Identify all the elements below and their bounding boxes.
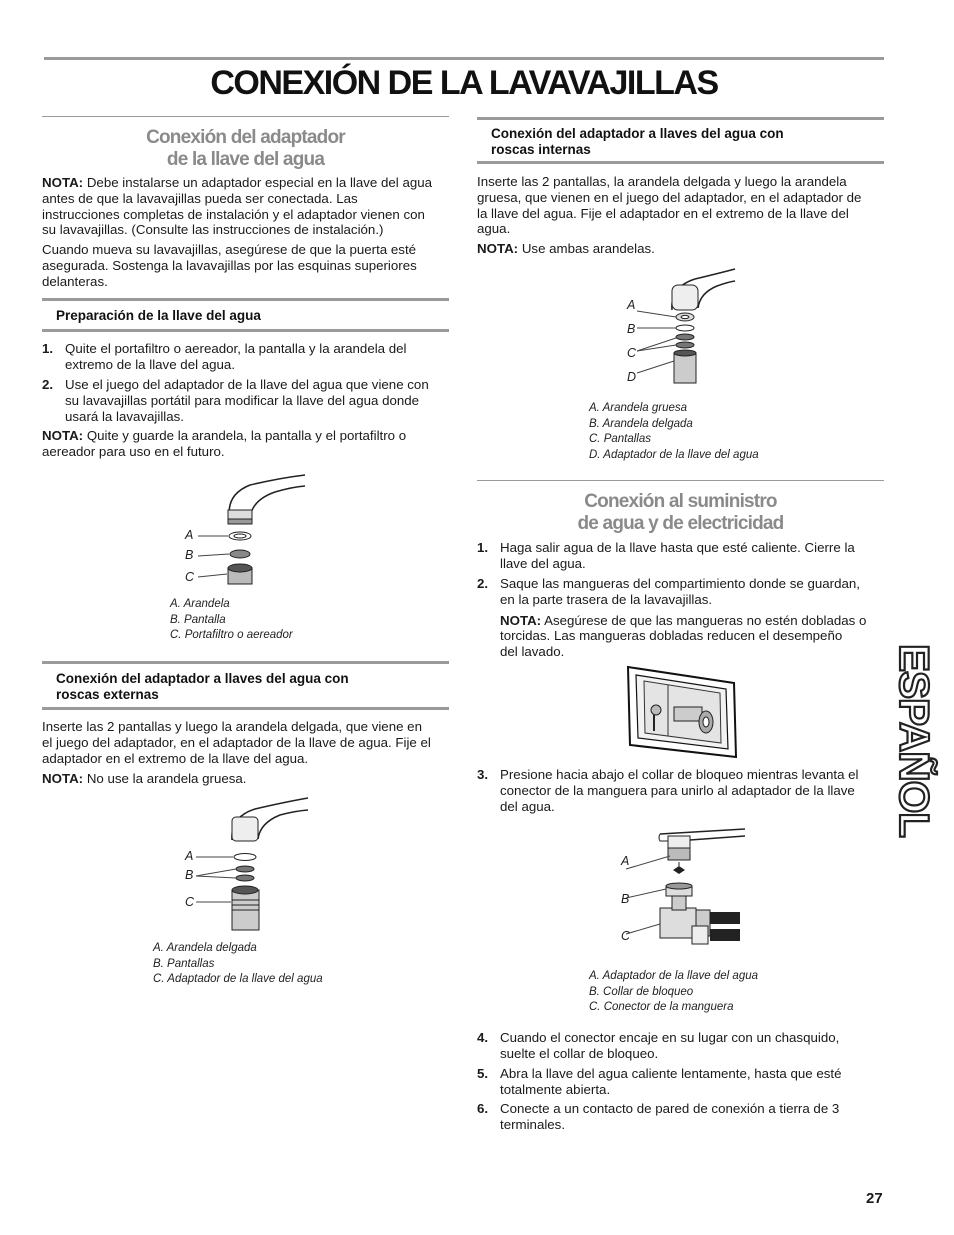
figure-label: C <box>185 570 195 584</box>
figure-label: A <box>627 298 636 312</box>
figure-caption <box>153 941 323 988</box>
figure-label: C <box>627 346 637 360</box>
caption-line: A. Arandela gruesa <box>589 402 688 414</box>
subsection-rule <box>42 298 449 301</box>
caption-line: C. Pantallas <box>589 433 652 445</box>
caption-line: B. Arandela delgada <box>589 417 693 430</box>
text-line: torcidas. Las mangueras dobladas reducen el desempeño <box>500 628 843 644</box>
text-line: conector de la manguera para unirlo al adaptador de la llave <box>500 782 855 798</box>
figure-label: B <box>627 322 636 336</box>
heading-line: roscas internas <box>491 142 591 157</box>
subsection-rule <box>42 707 449 710</box>
section-heading-adapter <box>42 127 449 171</box>
note-paragraph <box>42 175 452 238</box>
text-line: en la parte trasera de la lavavajillas. <box>500 591 713 607</box>
text-line: terminales. <box>500 1116 566 1132</box>
list-number: 1. <box>477 540 489 555</box>
subsection-rule <box>42 661 449 664</box>
caption-line: A. Arandela <box>170 598 230 610</box>
internal-adapter-illustration <box>620 265 750 390</box>
right-section-rule <box>477 480 884 481</box>
external-adapter-illustration <box>180 795 320 935</box>
text-line: Quite y guarde la arandela, la pantalla y el portafiltro o <box>83 428 407 443</box>
prep-heading: Preparación de la llave del agua <box>56 308 261 323</box>
section-heading-line: de agua y de electricidad <box>577 513 784 534</box>
section-heading-line: Conexión del adaptador <box>146 127 345 148</box>
figure-label: B <box>621 892 630 906</box>
text-line: antes de que la lavavajillas pueda ser conectada. Las <box>42 190 358 206</box>
text-line: agua. <box>477 221 511 237</box>
note-label: NOTA: <box>42 771 84 786</box>
note-label: NOTA: <box>500 612 542 628</box>
left-section-rule <box>42 116 449 117</box>
text-line: usará la lavavajillas. <box>65 408 184 424</box>
language-side-tab <box>892 640 942 840</box>
subsection-rule <box>477 117 884 120</box>
caption-line: C. Portafiltro o aereador <box>170 629 293 641</box>
figure-caption <box>589 969 758 1016</box>
faucet-aerator-illustration <box>180 470 320 590</box>
text-line: Haga salir agua de la llave hasta que esté caliente. Cierre la <box>500 540 855 555</box>
section-heading-line: de la llave del agua <box>166 149 325 170</box>
section-heading-supply <box>477 491 884 535</box>
internal-threads-heading <box>491 126 784 158</box>
caption-line: B. Collar de bloqueo <box>589 985 694 998</box>
text-line: delanteras. <box>42 273 108 289</box>
subsection-rule <box>477 161 884 164</box>
list-number: 1. <box>42 341 54 356</box>
figure-label: A <box>185 528 194 542</box>
caption-line: D. Adaptador de la llave del agua <box>589 448 759 461</box>
text-line: asegurada. Sostenga la lavavajillas por las esquinas superiores <box>42 257 417 273</box>
text-line: Quite el portafiltro o aereador, la pantalla y la arandela del <box>65 341 407 356</box>
list-number: 2. <box>477 576 489 591</box>
hose-compartment-illustration <box>624 665 739 760</box>
text-line: gruesa, que vienen en el juego del adaptador, en el adaptador de <box>477 189 862 205</box>
text-line: del lavado. <box>500 644 565 660</box>
text-line: Cuando el conector encaje en su lugar con un chasquido, <box>500 1030 840 1045</box>
text-line: Use ambas arandelas. <box>518 241 655 256</box>
text-line: del agua. <box>500 798 555 814</box>
side-tab-text: ESPAÑOL <box>891 644 938 837</box>
heading-line: Conexión del adaptador a llaves del agua con <box>491 126 784 141</box>
caption-line: B. Pantallas <box>153 957 215 970</box>
text-line: aereador para uso en el futuro. <box>42 443 225 459</box>
note-label: NOTA: <box>477 241 519 256</box>
text-line: Use el juego del adaptador de la llave del agua que viene con <box>65 377 429 392</box>
text-line: Debe instalarse un adaptador especial en la llave del agua <box>83 175 433 190</box>
figure-label: A <box>185 849 194 863</box>
note-paragraph <box>477 241 887 257</box>
figure-label: C <box>621 929 631 943</box>
text-line: su lavavajillas portátil para modificar la llave del agua donde <box>65 392 420 408</box>
text-line: instrucciones completas de instalación y el adaptador vienen con <box>42 206 425 222</box>
note-paragraph <box>42 428 452 460</box>
caption-line: B. Pantalla <box>170 613 226 626</box>
list-number: 4. <box>477 1030 489 1045</box>
note-label: NOTA: <box>42 428 84 443</box>
text-line: el juego del adaptador, en el adaptador de la llave de agua. Fije el <box>42 734 431 750</box>
caption-line: A. Adaptador de la llave del agua <box>589 970 759 982</box>
internal-threads-paragraph <box>477 174 887 237</box>
external-threads-heading <box>56 671 349 703</box>
text-line: extremo de la llave del agua. <box>65 356 236 372</box>
text-line: Inserte las 2 pantallas, la arandela delgada y luego la arandela <box>477 174 847 189</box>
text-line: adaptador en el extremo de la llave del agua. <box>42 750 309 766</box>
text-line: la llave del agua. Fije el adaptador en el extremo de la llave del <box>477 205 849 221</box>
figure-label: B <box>185 548 194 562</box>
heading-line: Conexión del adaptador a llaves del agua con <box>56 671 349 686</box>
list-number: 3. <box>477 767 489 782</box>
text-line: Presione hacia abajo el collar de bloqueo mientras levanta el <box>500 767 859 782</box>
section-heading-line: Conexión al suministro <box>584 491 777 512</box>
figure-caption <box>589 401 759 463</box>
text-line: No use la arandela gruesa. <box>83 771 247 786</box>
figure-caption <box>170 597 293 644</box>
heading-line: roscas externas <box>56 687 159 702</box>
caption-line: C. Adaptador de la llave del agua <box>153 973 323 985</box>
figure-label: C <box>185 895 195 909</box>
caption-line: A. Arandela delgada <box>153 942 257 954</box>
page-number: 27 <box>866 1190 883 1207</box>
list-number: 6. <box>477 1101 489 1116</box>
text-line: llave del agua. <box>500 555 586 571</box>
page-title: CONEXIÓN DE LA LAVAVAJILLAS <box>210 64 718 102</box>
text-line: Saque las mangueras del compartimiento donde se guardan, <box>500 576 860 591</box>
move-paragraph <box>42 242 452 289</box>
text-line: Abra la llave del agua caliente lentamente, hasta que esté <box>500 1066 842 1081</box>
figure-label: D <box>627 370 637 384</box>
caption-line: C. Conector de la manguera <box>589 1001 734 1013</box>
list-number: 5. <box>477 1066 489 1081</box>
text-line: totalmente abierta. <box>500 1081 611 1097</box>
hose-connector-illustration <box>620 826 750 956</box>
list-number: 2. <box>42 377 54 392</box>
note-paragraph <box>42 771 452 787</box>
text-line: Cuando mueva su lavavajillas, asegúrese de que la puerta esté <box>42 242 417 257</box>
text-line: su lavavajillas. (Consulte las instrucciones de instalación.) <box>42 222 384 238</box>
note-label: NOTA: <box>42 175 84 190</box>
external-threads-paragraph <box>42 719 452 766</box>
text-line: suelte el collar de bloqueo. <box>500 1045 659 1061</box>
text-line: Asegúrese de que las mangueras no estén dobladas o <box>541 612 867 628</box>
figure-label: B <box>185 868 194 882</box>
top-rule <box>44 57 884 60</box>
figure-label: A <box>621 854 630 868</box>
text-line: Inserte las 2 pantallas y luego la arandela delgada, que viene en <box>42 719 422 734</box>
text-line: Conecte a un contacto de pared de conexión a tierra de 3 <box>500 1101 840 1116</box>
subsection-rule <box>42 329 449 332</box>
